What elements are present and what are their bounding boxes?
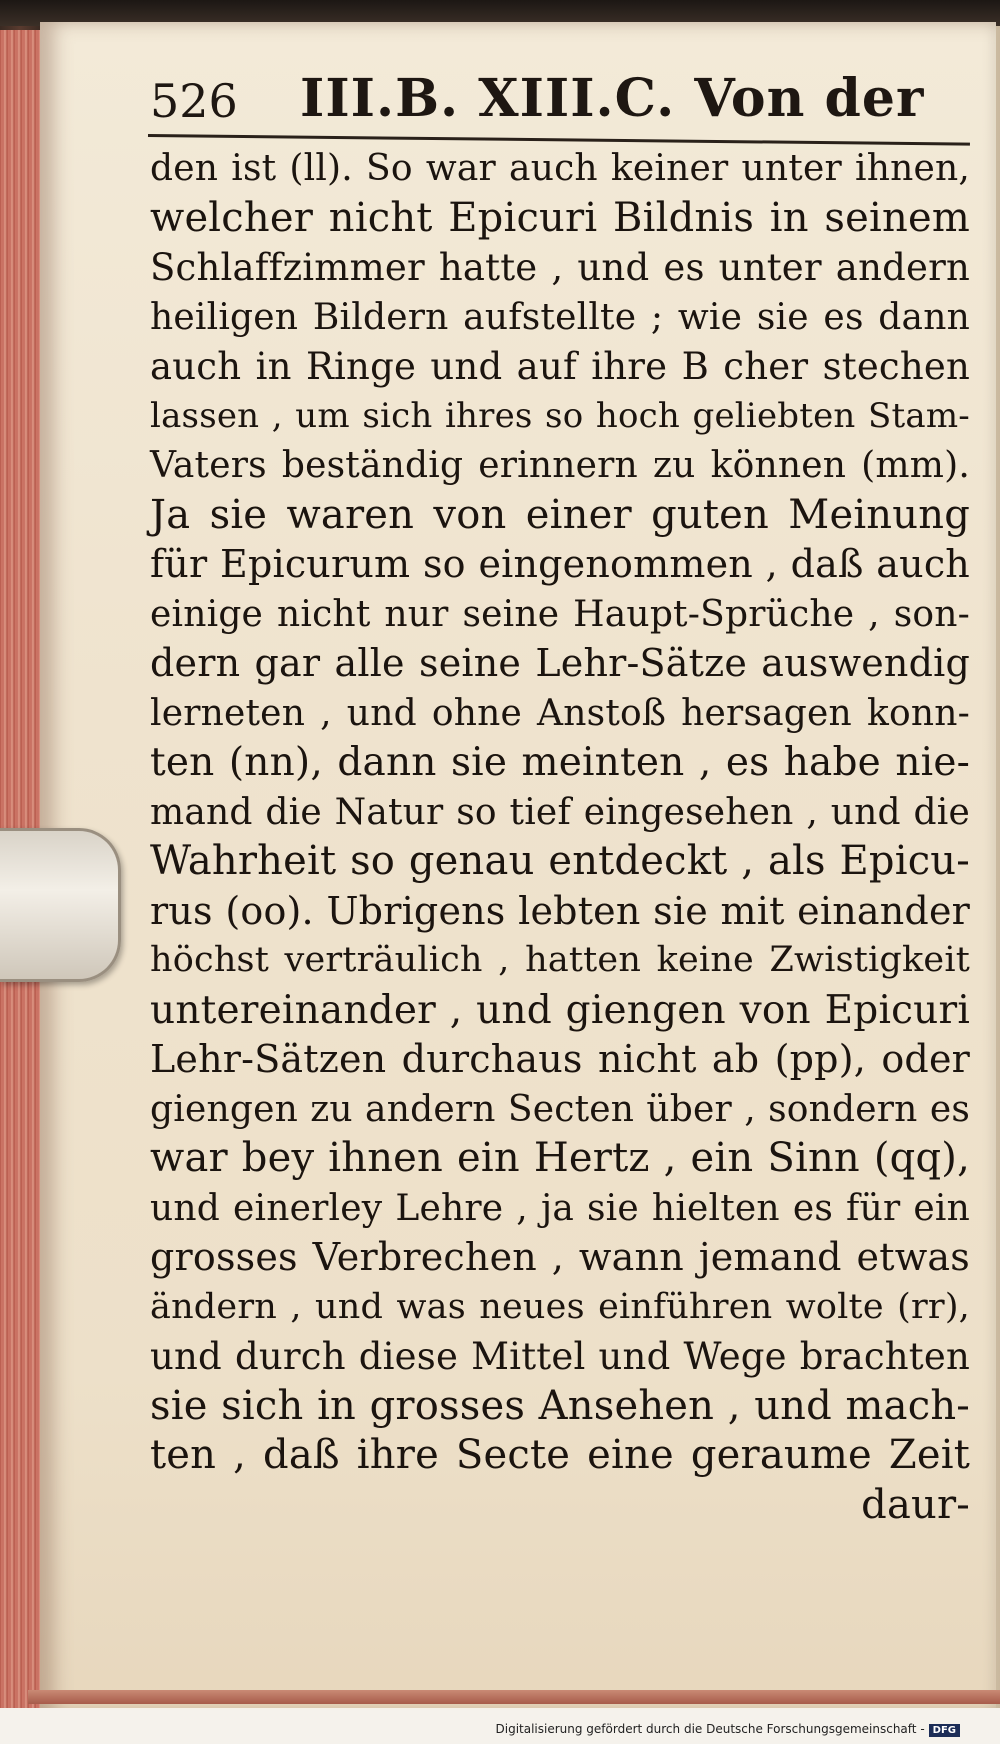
text-line: mand die Natur so tief eingesehen , und die [150,791,970,833]
text-line: welcher nicht Epicuri Bildnis in seinem [150,194,970,241]
text-line: Schlaffzimmer hatte , und es unter andern [150,246,970,289]
digitization-credit [496,1722,961,1737]
book-clip [0,828,121,982]
text-line: für Epicurum so eingenommen , daß auch [150,542,970,586]
text-line: und durch diese Mittel und Wege brachten [150,1335,970,1378]
text-line: rus (oo). Ubrigens lebten sie mit einander [150,888,970,933]
catchword: daur- [861,1481,970,1528]
text-line: giengen zu andern Secten über , sondern es [150,1088,970,1130]
text-line: untereinander , und giengen von Epicuri [150,987,970,1033]
text-line: war bey ihnen ein Hertz , ein Sinn (qq), [150,1135,970,1181]
text-line: und einerley Lehre , ja sie hielten es für ein [150,1187,970,1229]
page-header [150,62,970,142]
text-line: auch in Ringe und auf ihre B cher stechen [150,345,970,388]
text-line: dern gar alle seine Lehr-Sätze auswendig [150,641,970,685]
running-head: III.B. XIII.C. Von der [300,68,925,129]
text-line: ändern , und was neues einführen wolte (rr), [150,1286,970,1327]
text-line: einige nicht nur seine Haupt-Sprüche , son- [150,593,970,635]
text-line: Vaters beständig erinnern zu können (mm). [150,445,970,486]
dfg-logo: DFG [929,1724,960,1737]
text-line: ten (nn), dann sie meinten , es habe nie- [150,740,970,785]
text-line: den ist (ll). So war auch keiner unter ihnen, [150,148,970,189]
text-line: höchst verträulich , hatten keine Zwistigkeit [150,940,970,980]
text-line: lassen , um sich ihres so hoch geliebten Stam- [150,395,970,436]
text-line: Lehr-Sätzen durchaus nicht ab (pp), oder [150,1037,970,1081]
credit-text: Digitalisierung gefördert durch die Deutsche Forschungsgemeinschaft - [495,1722,925,1736]
text-line: grosses Verbrechen , wann jemand etwas [150,1235,970,1279]
body-text [150,144,970,1530]
text-line: ten , daß ihre Secte eine geraume Zeit [150,1432,970,1478]
text-line: heiligen Bildern aufstellte ; wie sie es dann [150,296,970,338]
text-line: sie sich in grosses Ansehen , und mach- [150,1382,970,1429]
text-line: Ja sie waren von einer guten Meinung [150,491,970,538]
book-bottom-edge [28,1690,1000,1704]
text-line: lerneten , und ohne Anstoß hersagen konn- [150,692,970,734]
text-line: Wahrheit so genau entdeckt , als Epicu- [150,838,970,884]
page-number: 526 [150,74,238,128]
